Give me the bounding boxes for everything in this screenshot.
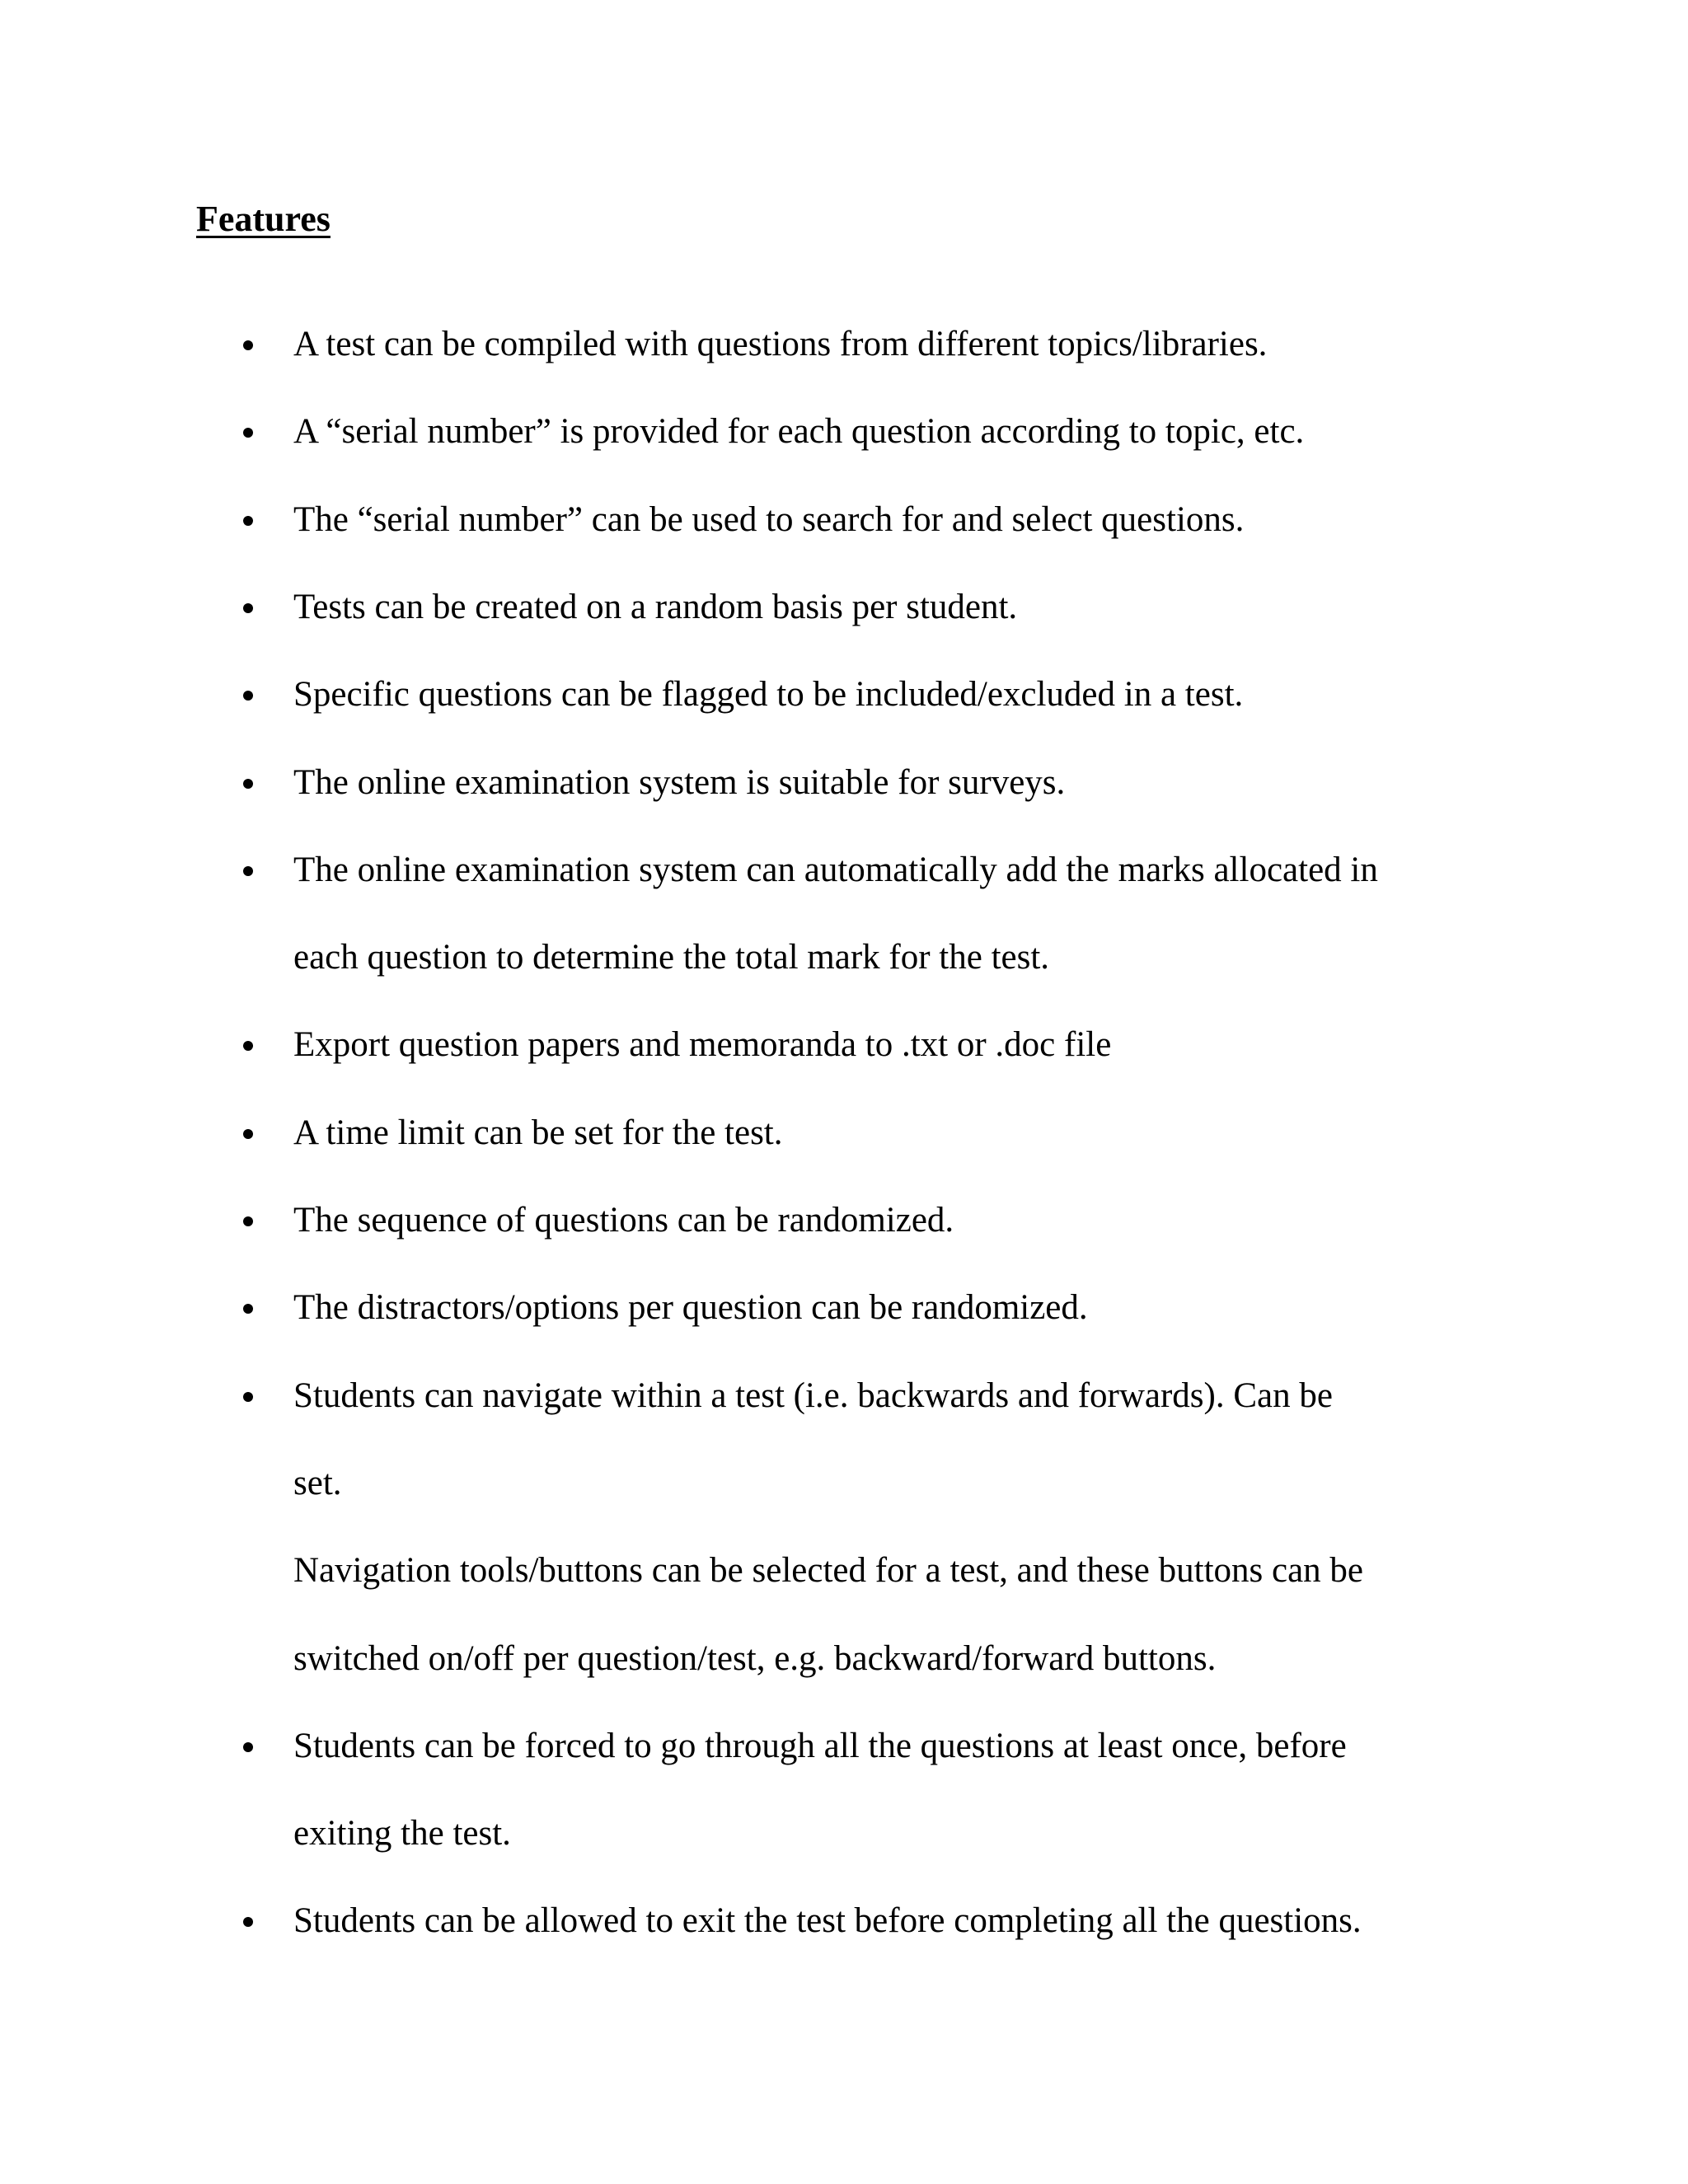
feature-text-line: Export question papers and memoranda to .txt or .doc file: [293, 1025, 1112, 1064]
feature-text-line: Students can be forced to go through all the questions at least once, before: [293, 1727, 1347, 1765]
feature-text-line: Specific questions can be flagged to be included/excluded in a test.: [293, 675, 1244, 714]
feature-text-line: Tests can be created on a random basis per student.: [293, 588, 1018, 626]
bullet-icon: [243, 1196, 256, 1245]
feature-text-line: Students can navigate within a test (i.e. backwards and forwards). Can be: [293, 1376, 1333, 1415]
feature-text-line: The online examination system can automatically add the marks allocated in: [293, 851, 1378, 889]
bullet-icon: [243, 495, 256, 545]
feature-text-line: The distractors/options per question can be randomized.: [293, 1288, 1088, 1327]
feature-text-line: set.: [293, 1464, 342, 1502]
bullet-icon: [243, 1283, 256, 1333]
feature-text-line: Students can be allowed to exit the test before completing all the questions.: [293, 1901, 1362, 1940]
feature-text-line: The sequence of questions can be randomized.: [293, 1201, 954, 1240]
feature-text-line: exiting the test.: [293, 1814, 511, 1853]
feature-text-line: A “serial number” is provided for each question according to topic, etc.: [293, 412, 1305, 451]
bullet-icon: [243, 1371, 256, 1421]
bullet-icon: [243, 1020, 256, 1070]
bullet-icon: [243, 758, 256, 808]
feature-text-line: A time limit can be set for the test.: [293, 1113, 783, 1152]
feature-text-line: A test can be compiled with questions from different topics/libraries.: [293, 325, 1268, 363]
bullet-icon: [243, 846, 256, 895]
bullet-icon: [243, 583, 256, 632]
feature-text-line: each question to determine the total mark for the test.: [293, 938, 1050, 977]
feature-text-line: switched on/off per question/test, e.g. backward/forward buttons.: [293, 1639, 1217, 1678]
feature-text-line: Navigation tools/buttons can be selected for a test, and these buttons can be: [293, 1551, 1363, 1590]
bullet-icon: [243, 1896, 256, 1946]
feature-text-line: The online examination system is suitable for surveys.: [293, 763, 1066, 802]
bullet-icon: [243, 1108, 256, 1158]
bullet-icon: [243, 407, 256, 457]
bullet-icon: [243, 1722, 256, 1771]
heading-features: Features: [196, 199, 331, 239]
feature-text-line: The “serial number” can be used to search for and select questions.: [293, 500, 1245, 539]
bullet-icon: [243, 670, 256, 719]
bullet-icon: [243, 320, 256, 369]
